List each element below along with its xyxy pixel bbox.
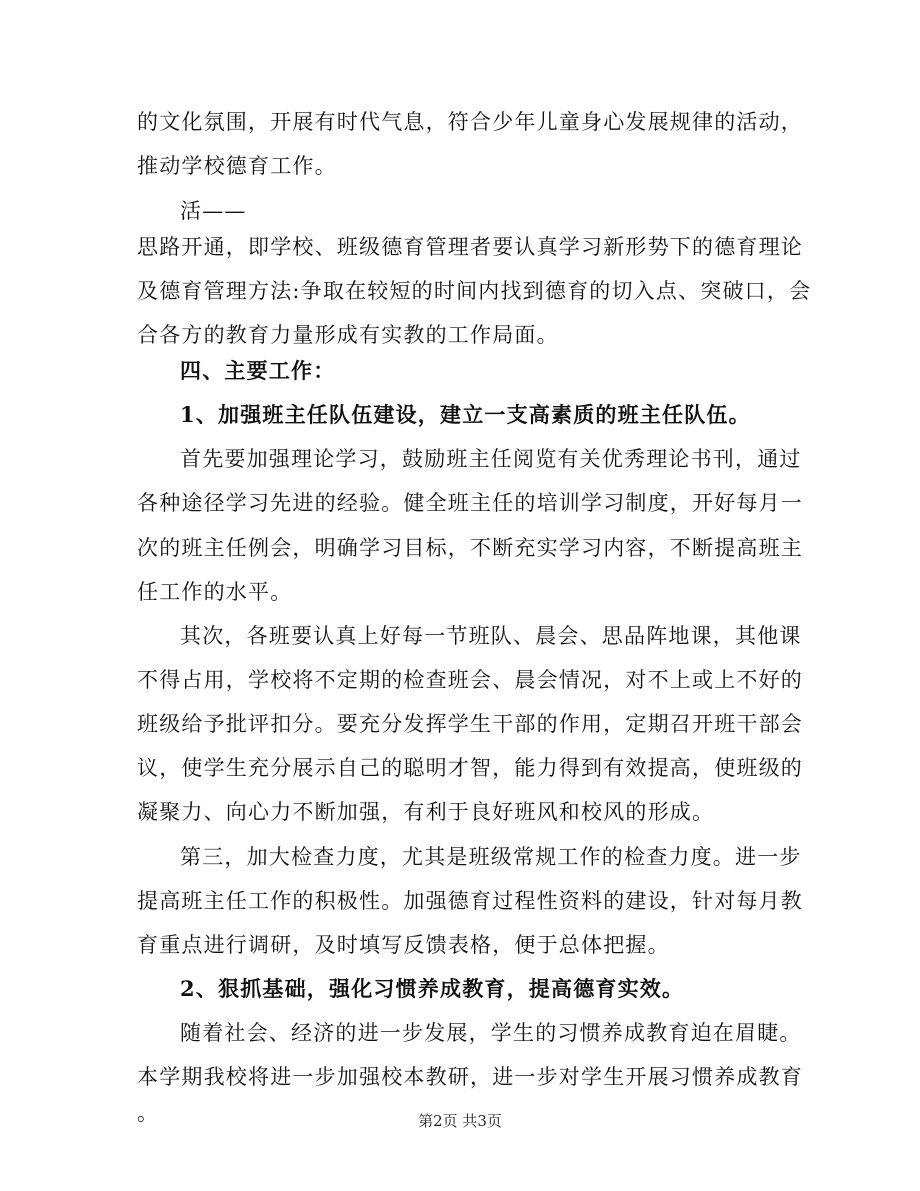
body-line-4: 思路开通，即学校、班级德育管理者要认真学习新形势下的德育理论 bbox=[137, 235, 803, 259]
subheading-2: 2、狠抓基础，强化习惯养成教育，提高德育实效。 bbox=[180, 976, 685, 1001]
body-line-5: 及德育管理方法:争取在较短的时间内找到德育的切入点、突破口，会 bbox=[137, 279, 812, 303]
body-line-24: 。 bbox=[137, 1101, 160, 1125]
body-line-3: 活—— bbox=[180, 199, 247, 223]
subheading-1: 1、加强班主任队伍建设，建立一支高素质的班主任队伍。 bbox=[180, 402, 751, 427]
body-line-17: 凝聚力、向心力不断加强，有利于良好班风和校风的形成。 bbox=[137, 800, 715, 824]
body-line-10: 各种途径学习先进的经验。健全班主任的培训学习制度，开好每月一 bbox=[137, 491, 803, 515]
body-line-15: 班级给予批评扣分。要充分发挥学生干部的作用，定期召开班干部会 bbox=[137, 712, 803, 736]
body-line-13: 其次，各班要认真上好每一节班队、晨会、思品阵地课，其他课 bbox=[180, 624, 802, 648]
body-line-6: 合各方的教育力量形成有实教的工作局面。 bbox=[137, 323, 559, 347]
body-line-16: 议，使学生充分展示自己的聪明才智，能力得到有效提高，使班级的 bbox=[137, 756, 803, 780]
body-line-18: 第三，加大检查力度，尤其是班级常规工作的检查力度。进一步 bbox=[180, 845, 802, 869]
section-heading: 四、主要工作： bbox=[180, 358, 336, 383]
body-line-19: 提高班主任工作的积极性。加强德育过程性资料的建设，针对每月教 bbox=[137, 889, 803, 913]
body-line-9: 首先要加强理论学习，鼓励班主任阅览有关优秀理论书刊，通过 bbox=[180, 447, 802, 471]
body-line-14: 不得占用，学校将不定期的检查班会、晨会情况，对不上或上不好的 bbox=[137, 668, 803, 692]
body-line-1: 的文化氛围，开展有时代气息，符合少年儿童身心发展规律的活动， bbox=[137, 110, 803, 134]
body-line-12: 任工作的水平。 bbox=[137, 580, 293, 604]
body-line-20: 育重点进行调研，及时填写反馈表格，便于总体把握。 bbox=[137, 933, 670, 957]
body-line-23: 本学期我校将进一步加强校本教研，进一步对学生开展习惯养成教育 bbox=[137, 1065, 803, 1089]
body-line-22: 随着社会、经济的进一步发展，学生的习惯养成教育迫在眉睫。 bbox=[180, 1021, 802, 1045]
body-line-2: 推动学校德育工作。 bbox=[137, 154, 337, 178]
page-number-footer: 第2页 共3页 bbox=[418, 1112, 502, 1130]
body-line-11: 次的班主任例会，明确学习目标，不断充实学习内容，不断提高班主 bbox=[137, 536, 803, 560]
